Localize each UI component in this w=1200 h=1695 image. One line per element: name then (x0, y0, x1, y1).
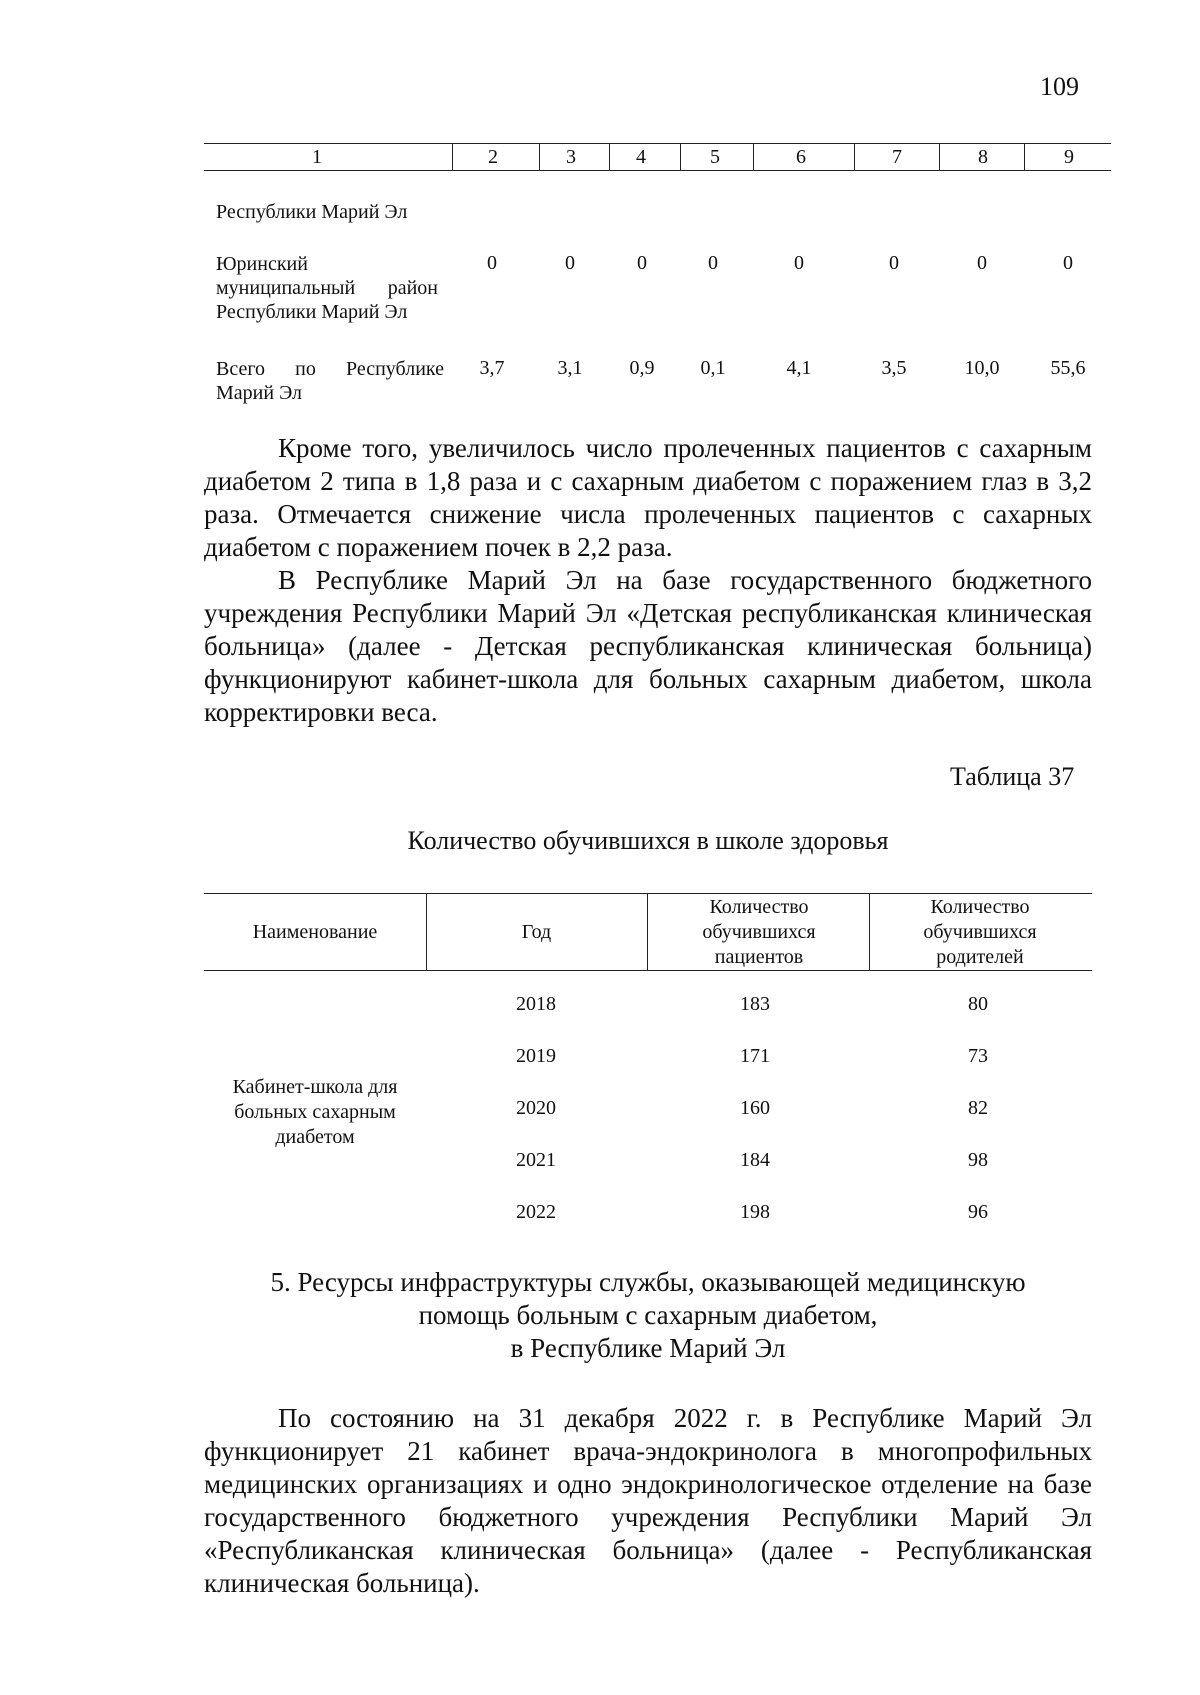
table-number: Таблица 37 (950, 762, 1075, 791)
page-number: 109 (1040, 72, 1079, 101)
year-cell: 2020 (516, 1097, 556, 1119)
table-header (204, 893, 1092, 971)
table-row-name: Юринский муниципальный район Республики Марий Эл (216, 253, 438, 323)
parents-cell: 82 (968, 1097, 988, 1119)
column-header: Наименование (252, 920, 378, 943)
section-heading-line: помощь больным с сахарным диабетом, (418, 1300, 878, 1330)
table-cell: 0 (487, 252, 497, 274)
table-cell: 0 (637, 252, 647, 274)
table-cell: 3,1 (557, 357, 583, 379)
col-header-5: 5 (710, 146, 720, 168)
table-cell: 0 (794, 252, 804, 274)
table-cell: 0 (889, 252, 899, 274)
year-cell: 2019 (516, 1045, 556, 1067)
parents-cell: 80 (968, 993, 988, 1015)
table-cell: 0 (1063, 252, 1073, 274)
patients-cell: 198 (740, 1201, 770, 1223)
table-cell: 0 (565, 252, 575, 274)
column-header: Количество обучившихся пациентов (702, 895, 816, 968)
table-title: Количество обучившихся в школе здоровья (407, 826, 889, 855)
year-cell: 2021 (516, 1149, 556, 1171)
table-row-name: Республики Марий Эл (216, 201, 408, 223)
table-cell: 0 (977, 252, 987, 274)
row-label: Кабинет-школа для больных сахарным диабетом (232, 1076, 398, 1148)
table-cell: 55,6 (1050, 357, 1086, 379)
table-cell: 10,0 (964, 357, 1000, 379)
table-cell: 0,9 (629, 357, 655, 379)
col-header-3: 3 (566, 146, 576, 168)
paragraph: Кроме того, увеличилось число пролеченных пациентов с сахарным диабетом 2 типа в 1,8 раза и с сахарным диабетом с поражением глаз в 3,2 раза. Отмечается снижение числа пролеченных пациентов с сахарных диабетом с поражением почек в 2,2 раза. (204, 433, 1092, 562)
col-header-6: 6 (796, 146, 806, 168)
parents-cell: 98 (968, 1149, 988, 1171)
table-row-name: Всего по Республике Марий Эл (216, 358, 444, 404)
patients-cell: 160 (740, 1097, 770, 1119)
table-cell: 0,1 (700, 357, 726, 379)
year-cell: 2018 (516, 993, 556, 1015)
paragraph: В Республике Марий Эл на базе государственного бюджетного учреждения Республики Марий Эл «Детская республиканская клиническая больница» (далее - Детская республиканская клиническая больница) функционируют кабинет-школа для больных сахарным диабетом, школа корректировки веса. (204, 565, 1092, 727)
patients-cell: 171 (740, 1045, 770, 1067)
col-header-9: 9 (1064, 146, 1074, 168)
table-cell: 3,7 (479, 357, 505, 379)
parents-cell: 96 (968, 1201, 988, 1223)
col-header-1: 1 (312, 146, 322, 168)
column-header: Количество обучившихся родителей (923, 895, 1037, 968)
year-cell: 2022 (516, 1201, 556, 1223)
patients-cell: 183 (740, 993, 770, 1015)
patients-cell: 184 (740, 1149, 770, 1171)
col-header-4: 4 (636, 146, 646, 168)
col-header-2: 2 (488, 146, 498, 168)
continuation-table-header (204, 143, 1111, 171)
column-header: Год (521, 920, 552, 943)
section-heading (204, 1266, 1092, 1365)
col-header-8: 8 (978, 146, 988, 168)
table-cell: 4,1 (786, 357, 812, 379)
paragraph: По состоянию на 31 декабря 2022 г. в Республике Марий Эл функционирует 21 кабинет врача-эндокринолога в многопрофильных медицинских организациях и одно эндокринологическое отделение на базе государственного бюджетного учреждения Республики Марий Эл «Республиканская клиническая больница» (далее - Республиканская клиническая больница). (204, 1403, 1092, 1598)
table-cell: 0 (708, 252, 718, 274)
parents-cell: 73 (968, 1045, 988, 1067)
table-cell: 3,5 (881, 357, 907, 379)
section-heading-line: в Республике Марий Эл (510, 1333, 786, 1363)
col-header-7: 7 (892, 146, 902, 168)
section-heading-line: 5. Ресурсы инфраструктуры службы, оказывающей медицинскую (270, 1267, 1026, 1297)
